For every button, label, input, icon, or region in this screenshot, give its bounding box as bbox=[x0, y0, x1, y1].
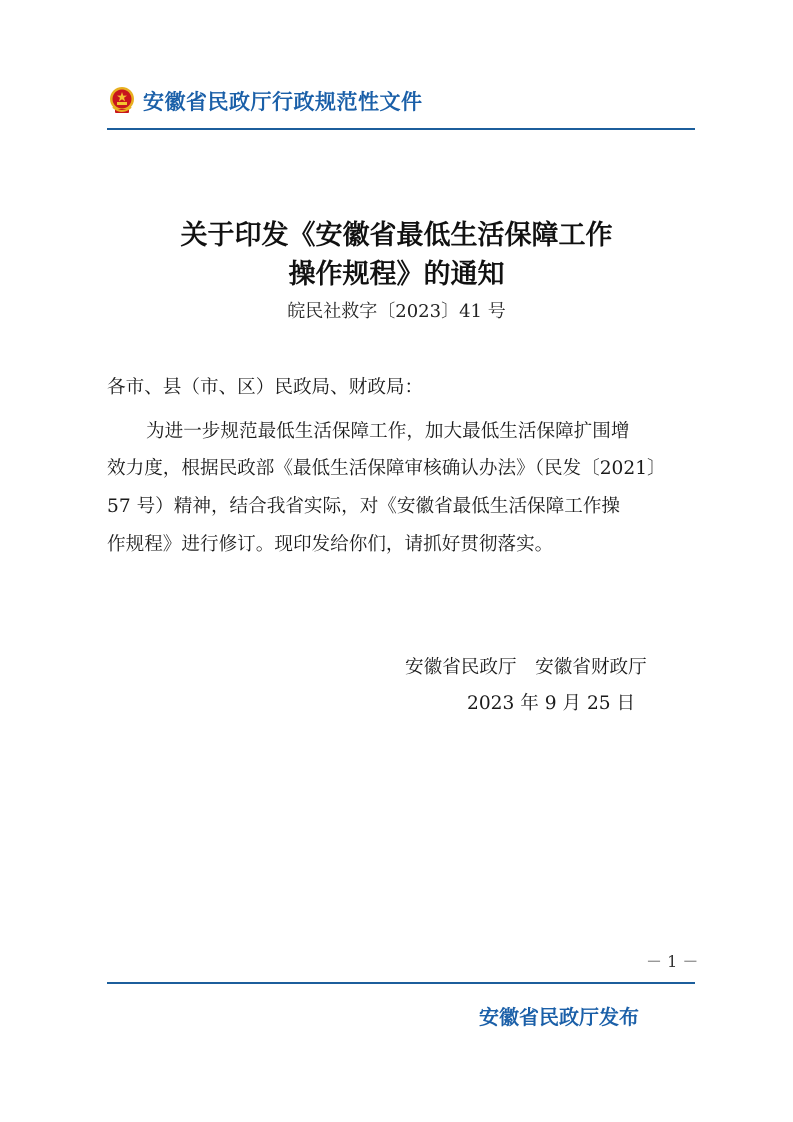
page-number: － 1 － bbox=[646, 952, 699, 971]
paragraph-line: 作规程》进行修订。现印发给你们，请抓好贯彻落实。 bbox=[107, 534, 554, 555]
header-divider bbox=[107, 128, 695, 130]
national-emblem-icon bbox=[107, 85, 137, 117]
paragraph-line: 效力度，根据民政部《最低生活保障审核确认办法》（民发〔2021〕 bbox=[107, 458, 666, 479]
footer-divider bbox=[107, 982, 695, 984]
document-title-line-2: 操作规程》的通知 bbox=[288, 259, 505, 290]
header bbox=[107, 84, 423, 118]
signature-date: 2023 年 9 月 25 日 bbox=[467, 693, 636, 714]
document-title-line-1: 关于印发《安徽省最低生活保障工作 bbox=[180, 220, 613, 251]
addressee: 各市、县（市、区）民政局、财政局： bbox=[107, 377, 424, 398]
document-number: 皖民社救字〔2023〕41 号 bbox=[287, 301, 506, 322]
footer-publisher: 安徽省民政厅发布 bbox=[479, 1005, 639, 1029]
signature-orgs: 安徽省民政厅 安徽省财政厅 bbox=[405, 657, 647, 678]
paragraph-line: 57 号）精神，结合我省实际，对《安徽省最低生活保障工作操 bbox=[107, 496, 621, 517]
header-title: 安徽省民政厅行政规范性文件 bbox=[143, 90, 423, 114]
paragraph-line: 为进一步规范最低生活保障工作，加大最低生活保障扩围增 bbox=[146, 421, 630, 442]
